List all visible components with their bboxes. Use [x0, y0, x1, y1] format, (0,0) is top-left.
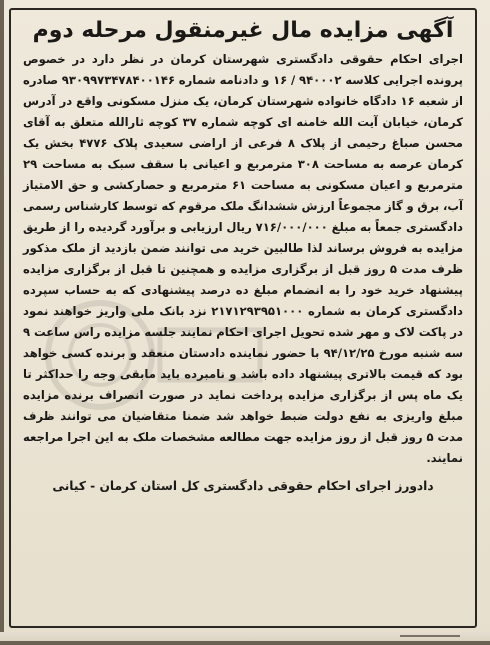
notice-title: آگهی مزایده مال غیرمنقول مرحله دوم [32, 18, 454, 43]
torn-edge-mark [400, 635, 460, 637]
notice-body: اجرای احکام حقوقی دادگستری شهرستان کرمان در نظر دارد در خصوص پرونده اجرایی کلاسه ۹۴۰۰۰۲ / ۱۶ و دادنامه شماره ۹۳۰۹۹۷۳۴۷۸۴۰۰۱۴۶ صادره از شعبه ۱۶ دادگاه خانواده شهرستان کرمان، یک منزل مسکونی واقع در آدرس کرمان، خیابان آیت الله خامنه ای کوچه شماره ۳۷ کوچه ثارالله متعلق به آقای محسن صباغ رحیمی از پلاک ۸ فرعی از اراضی سعیدی پلاک ۴۷۷۶ بخش یک کرمان عرصه به مساحت ۳۰۸ مترمربع و اعیانی با سقف سبک به مساحت ۲۹ مترمربع و اعیان مسکونی به مساحت ۶۱ مترمربع و حصارکشی و حق الامتیاز آب، برق و گاز مجموعاً ارزش ششدانگ ملک مرقوم که توسط کارشناس رسمی دادگستری جمعاً به مبلغ ۷۱۶/۰۰۰/۰۰۰ ریال ارزیابی و برآورد گردیده را از طریق مزایده به فروش برساند لذا طالبین خرید می توانند ضمن بازدید از ملک مذکور ظرف مدت ۵ روز قبل از برگزاری مزایده و همچنین تا قبل از برگزاری مزایده پیشنهاد خرید خود را به انضمام مبلغ ده درصد پیشنهادی که به حساب سپرده دادگستری کرمان به شماره ۲۱۷۱۲۹۳۹۵۱۰۰۰ نزد بانک ملی واریز خواهند نمود در پاکت لاک و مهر شده تحویل اجرای احکام نمایند جلسه مزایده راس ساعت ۹ سه شنبه مورخ ۹۴/۱۲/۲۵ با حضور نماینده دادستان منعقد و برنده کسی خواهد بود که قیمت بالاتری پیشنهاد داده باشد و نامبرده باید مابقی وجه را حداکثر تا یک ماه پس از برگزاری مزایده پرداخت نماید در صورت انصراف برنده مزایده مبلغ واریزی به نفع دولت ضبط خواهد شد ضمنا متقاضیان می توانند ظرف مدت ۵ روز قبل از روز مزایده جهت مطالعه مشخصات ملک به این اجرا مراجعه نمایند. [23, 52, 464, 465]
page-left-edge [0, 0, 4, 645]
notice-signature: دادورز اجرای احکام حقوقی دادگستری کل استان کرمان - کیانی [52, 479, 434, 493]
auction-notice [9, 8, 477, 628]
page-bottom-edge [0, 641, 490, 645]
